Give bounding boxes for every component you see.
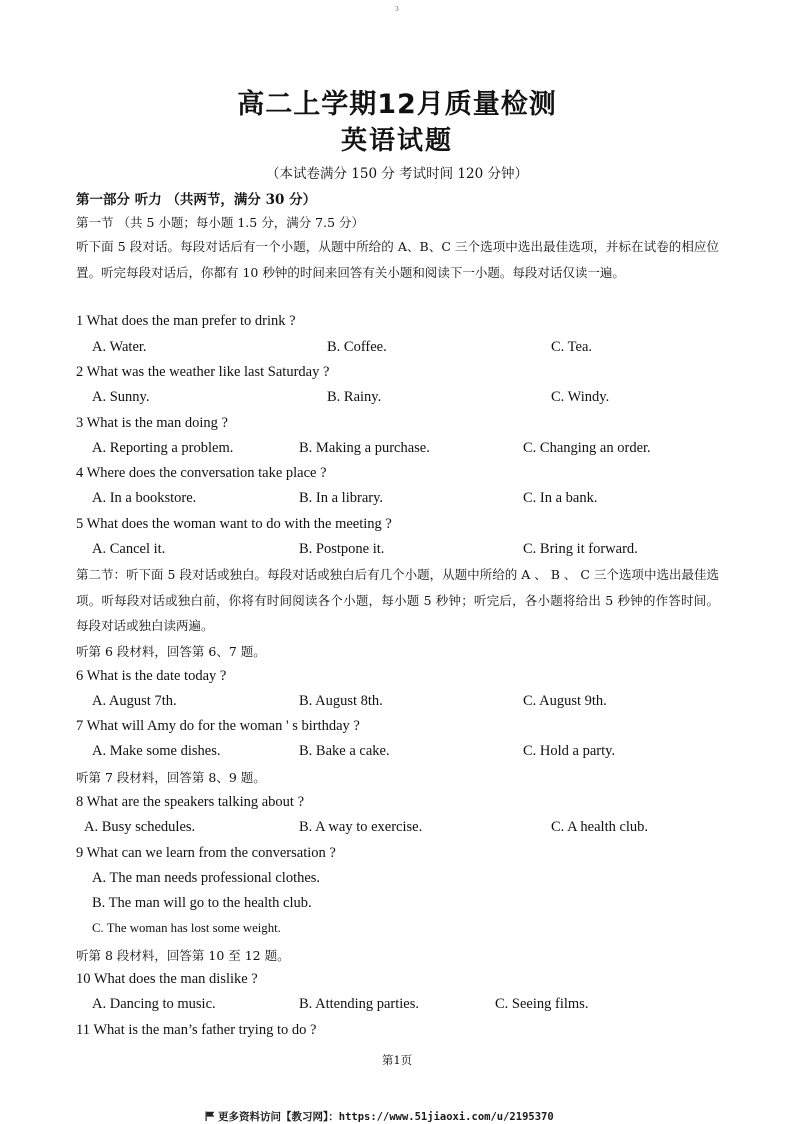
question-6: 6 What is the date today ?	[76, 668, 227, 684]
option-a: A. Dancing to music.	[92, 996, 216, 1012]
question-8: 8 What are the speakers talking about ?	[76, 794, 305, 810]
option-b: B. August 8th.	[299, 693, 383, 709]
exam-info: （本试卷满分 150 分 考试时间 120 分钟）	[266, 166, 528, 182]
question-1: 1 What does the man prefer to drink ?	[76, 313, 296, 329]
option-b: B. Attending parties.	[299, 996, 420, 1012]
exam-title: 高二上学期12月质量检测	[237, 89, 557, 120]
page-number: 第1页	[381, 1053, 413, 1067]
material-8-label: 听第 8 段材料，回答第 10 至 12 题。	[76, 948, 290, 963]
option-b: B. The man will go to the health club.	[92, 895, 312, 911]
question-5: 5 What does the woman want to do with the meeting ?	[76, 516, 392, 532]
promo-text[interactable]: 更多资料访问【教习网】：https://www.51jiaoxi.com/u/2195370	[218, 1111, 554, 1123]
option-b: B. Coffee.	[327, 339, 387, 355]
option-a: A. Reporting a problem.	[92, 440, 234, 456]
option-b: B. Postpone it.	[299, 541, 385, 557]
option-a: A. The man needs professional clothes.	[92, 870, 321, 886]
question-3: 3 What is the man doing ?	[76, 415, 228, 431]
option-c: C. Windy.	[551, 389, 610, 405]
question-7: 7 What will Amy do for the woman ' s birthday ?	[76, 718, 360, 734]
section2-instructions: 第二节：听下面 5 段对话或独白。每段对话或独白后有几个小题，从题中所给的 A 、 B 、 C 三个选项中选出最佳选项。听每段对话或独白前，你将有时间阅读各个小题，每小题 5 秒钟；听完后，各小题将给出 5 秒钟的作答时间。每段对话或独白读两遍。	[76, 567, 719, 633]
promo-link[interactable]	[205, 1109, 554, 1124]
question-11: 11 What is the man’s father trying to do ?	[76, 1022, 317, 1038]
question-10: 10 What does the man dislike ?	[76, 971, 258, 987]
option-a: A. Water.	[92, 339, 147, 355]
section1-heading: 第一节 （共 5 小题；每小题 1.5 分，满分 7.5 分）	[76, 215, 365, 230]
option-a: A. Busy schedules.	[84, 819, 196, 835]
option-c: C. Seeing films.	[495, 996, 589, 1012]
option-a: A. Cancel it.	[92, 541, 166, 557]
option-c: C. A health club.	[551, 819, 649, 835]
option-c: C. Hold a party.	[523, 743, 616, 759]
exam-subject: 英语试题	[340, 126, 453, 156]
option-a: A. Make some dishes.	[92, 743, 221, 759]
option-c: C. August 9th.	[523, 693, 607, 709]
option-c: C. Bring it forward.	[523, 541, 638, 557]
option-c: C. Tea.	[551, 339, 593, 355]
option-b: B. Bake a cake.	[299, 743, 390, 759]
material-7-label: 听第 7 段材料，回答第 8、9 题。	[76, 770, 266, 785]
question-4: 4 Where does the conversation take place ?	[76, 465, 327, 481]
option-a: A. August 7th.	[92, 693, 177, 709]
part1-heading: 第一部分 听力 （共两节，满分 30 分）	[76, 192, 317, 208]
option-b: B. Making a purchase.	[299, 440, 430, 456]
header-mark: 3	[395, 6, 399, 13]
section1-instructions: 听下面 5 段对话。每段对话后有一个小题，从题中所给的 A、B、C 三个选项中选出最佳选项，并标在试卷的相应位置。听完每段对话后，你都有 10 秒钟的时间来回答有关小题和阅读下一小题。每段对话仅读一遍。	[76, 239, 719, 280]
flag-icon	[205, 1111, 215, 1121]
option-c: C. In a bank.	[523, 490, 598, 506]
option-a: A. In a bookstore.	[92, 490, 197, 506]
question-2: 2 What was the weather like last Saturday ?	[76, 364, 330, 380]
option-b: B. Rainy.	[327, 389, 382, 405]
question-9: 9 What can we learn from the conversation ?	[76, 845, 336, 861]
option-c: C. The woman has lost some weight.	[92, 921, 281, 935]
option-c: C. Changing an order.	[523, 440, 651, 456]
material-6-label: 听第 6 段材料，回答第 6、7 题。	[76, 644, 266, 659]
option-b: B. In a library.	[299, 490, 384, 506]
option-b: B. A way to exercise.	[299, 819, 423, 835]
option-a: A. Sunny.	[92, 389, 150, 405]
